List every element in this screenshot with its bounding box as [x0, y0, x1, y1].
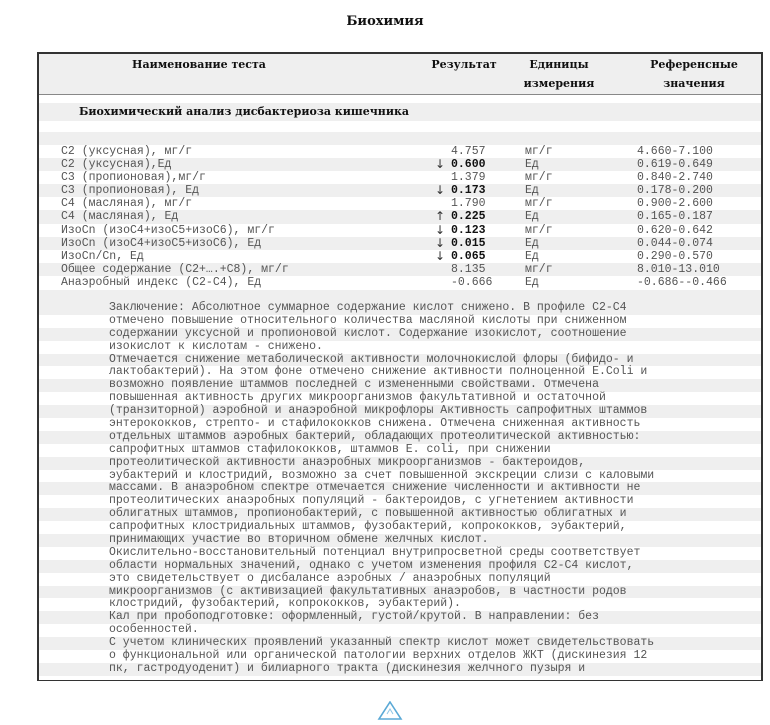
test-result: -0.666	[451, 275, 493, 289]
test-name: С2 (уксусная), мг/г	[61, 145, 193, 158]
test-result: 1.379	[451, 171, 486, 185]
test-unit: мг/г	[525, 197, 553, 211]
table-row	[39, 237, 761, 250]
test-reference: 0.165-0.187	[637, 210, 713, 224]
table-row	[39, 263, 761, 276]
conclusion-text	[39, 302, 761, 676]
arrow-down-icon: ↓	[434, 222, 446, 237]
conclusion-line: пк, гастродуоденит) и билиарного тракта (дискинезия желчного пузыря и	[39, 663, 761, 676]
test-reference: 0.178-0.200	[637, 184, 713, 198]
header-reference-line2: значения	[663, 77, 725, 90]
table-row	[39, 224, 761, 237]
header-units-line2: измерения	[523, 77, 595, 90]
conclusion-line: возможно появление штаммов последней с измененными свойствами. Отмечена	[39, 379, 761, 392]
test-name: ИзоСn/Сn, Ед	[61, 249, 144, 263]
test-unit: Ед	[525, 236, 539, 250]
conclusion-line: сапрофитных клостридиальных штаммов, фузобактерий, копрококков, эубактерий,	[109, 520, 627, 534]
header-units	[514, 55, 604, 93]
test-reference: 0.619-0.649	[637, 158, 713, 172]
arrow-down-icon: ↓	[434, 157, 446, 172]
conclusion-line: облигатных штаммов, пропионобактерий, с повышенной активностью облигатных и	[39, 508, 761, 521]
conclusion-line: Заключение: Абсолютное суммарное содержание кислот снижено. В профиле С2-С4	[39, 302, 761, 315]
conclusion-line: повышенная активность других микроорганизмов факультативной и остаточной	[109, 391, 606, 405]
test-reference: 0.900-2.600	[637, 197, 713, 211]
spacer-stripe	[39, 132, 761, 145]
test-result: 4.757	[451, 145, 486, 158]
table-row	[39, 250, 761, 263]
conclusion-line: С учетом клинических проявлений указанный спектр кислот может свидетельствовать	[39, 637, 761, 650]
test-reference: -0.686--0.466	[637, 275, 727, 289]
test-result: 0.123	[451, 223, 486, 237]
header-result: Результат	[431, 58, 497, 71]
lab-logo-icon	[377, 701, 403, 720]
conclusion-line: особенностей.	[109, 623, 199, 637]
test-unit: Ед	[525, 275, 539, 289]
conclusion-line: отдельных штаммов аэробных бактерий, обладающих протеолитической активностью:	[39, 431, 761, 444]
test-name: Общее содержание (С2+….+С8), мг/г	[61, 262, 289, 276]
test-reference: 8.010-13.010	[637, 262, 720, 276]
conclusion-line: (транзиторной) аэробной и анаэробной микрофлоры Активность сапрофитных штаммов	[39, 405, 761, 418]
test-result: 8.135	[451, 262, 486, 276]
header-units-line1: Единицы	[529, 58, 589, 71]
arrow-up-icon: ↑	[434, 209, 446, 224]
conclusion-line: сапрофитных штаммов стафилококков, штаммов E. coli, при снижении	[109, 442, 551, 456]
conclusion-line: содержании уксусной и пропионовой кислот. Содержание изокислот, соотношение	[39, 328, 761, 341]
table-header	[39, 54, 761, 95]
arrow-down-icon: ↓	[434, 235, 446, 250]
test-name: С3 (пропионовая),мг/г	[61, 171, 206, 185]
test-result: 0.600	[451, 158, 486, 172]
header-test-name: Наименование теста	[132, 58, 266, 71]
test-reference: 0.290-0.570	[637, 249, 713, 263]
conclusion-line: протеолитических анаэробных популяций - бактероидов, с угнетением активности	[109, 494, 634, 508]
conclusion-line: о функциональной или органической патологии верхних отделов ЖКТ (дискинезия 12	[109, 649, 648, 663]
header-reference	[639, 55, 749, 93]
conclusion-line: клостридий, фузобактерий, копрококков, эубактерий).	[109, 597, 461, 611]
test-unit: Ед	[525, 249, 539, 263]
conclusion-line: эубактерий и клостридий, возможно за счет повышенной экскреции слизи с каловыми	[109, 468, 655, 482]
document-title: Биохимия	[346, 14, 424, 29]
test-result: 0.065	[451, 249, 486, 263]
conclusion-line: энтерококков, стрепто- и стафилококков снижена. Отмечена сниженная активность	[109, 417, 641, 431]
table-row	[39, 276, 761, 289]
test-unit: мг/г	[525, 262, 553, 276]
test-result: 0.173	[451, 184, 486, 198]
test-unit: мг/г	[525, 171, 553, 185]
conclusion-line: микроорганизмов (с активизацией факультативных анаэробов, в частности родов	[39, 586, 761, 599]
test-result: 1.790	[451, 197, 486, 211]
test-reference: 0.840-2.740	[637, 171, 713, 185]
conclusion-line: лактобактерий). На этом фоне отмечено снижение активности полноценной E.Coli и	[109, 365, 648, 379]
test-result: 0.225	[451, 210, 486, 224]
arrow-down-icon: ↓	[434, 248, 446, 263]
test-unit: мг/г	[525, 145, 553, 158]
conclusion-line: отмечено повышение относительного количества масляной кислоты при сниженном	[109, 313, 627, 327]
test-result: 0.015	[451, 236, 486, 250]
test-name: ИзоСn (изоС4+изоС5+изоС6), мг/г	[61, 223, 275, 237]
test-reference: 4.660-7.100	[637, 145, 713, 158]
conclusion-line: Кал при пробоподготовке: оформленный, густой/крутой. В направлении: без	[39, 611, 761, 624]
results-rows	[39, 145, 761, 289]
test-reference: 0.044-0.074	[637, 236, 713, 250]
table-row	[39, 197, 761, 210]
test-unit: мг/г	[525, 223, 553, 237]
test-reference: 0.620-0.642	[637, 223, 713, 237]
table-row	[39, 145, 761, 158]
results-table	[37, 52, 763, 681]
test-name: С2 (уксусная),Ед	[61, 158, 172, 172]
conclusion-line: области нормальных значений, однако с учетом изменения профиля С2-С4 кислот,	[39, 560, 761, 573]
header-reference-line1: Референсные	[650, 58, 738, 71]
conclusion-line: массами. В анаэробном спектре отмечается снижение численности и активности не	[39, 482, 761, 495]
test-unit: Ед	[525, 184, 539, 198]
table-row	[39, 171, 761, 184]
test-name: С4 (масляная), мг/г	[61, 197, 193, 211]
arrow-down-icon: ↓	[434, 183, 446, 198]
test-name: С4 (масляная), Ед	[61, 210, 179, 224]
conclusion-line: Отмечается снижение метаболической активности молочнокислой флоры (бифидо- и	[39, 354, 761, 367]
test-name: С3 (пропионовая), Ед	[61, 184, 200, 198]
conclusion-line: протеолитической активности анаэробных микроорганизмов - бактероидов,	[39, 457, 761, 470]
test-name: Анаэробный индекс (С2-С4), Ед	[61, 275, 262, 289]
test-name: ИзоСn (изоС4+изоС5+изоС6), Ед	[61, 236, 262, 250]
conclusion-line: это свидетельствует о дисбалансе аэробных / анаэробных популяций	[109, 571, 551, 585]
table-row	[39, 184, 761, 197]
conclusion-line: изокислот к кислотам - снижено.	[109, 339, 323, 353]
test-unit: Ед	[525, 210, 539, 224]
table-row	[39, 210, 761, 223]
conclusion-line: принимающих участие во вторичном обмене желчных кислот.	[39, 534, 761, 547]
section-title-text: Биохимический анализ дисбактериоза кишечника	[79, 105, 410, 118]
table-row	[39, 158, 761, 171]
conclusion-line: Окислительно-восстановительный потенциал внутрипросветной среды соответствует	[109, 545, 641, 559]
test-unit: Ед	[525, 158, 539, 172]
section-title	[39, 103, 761, 121]
